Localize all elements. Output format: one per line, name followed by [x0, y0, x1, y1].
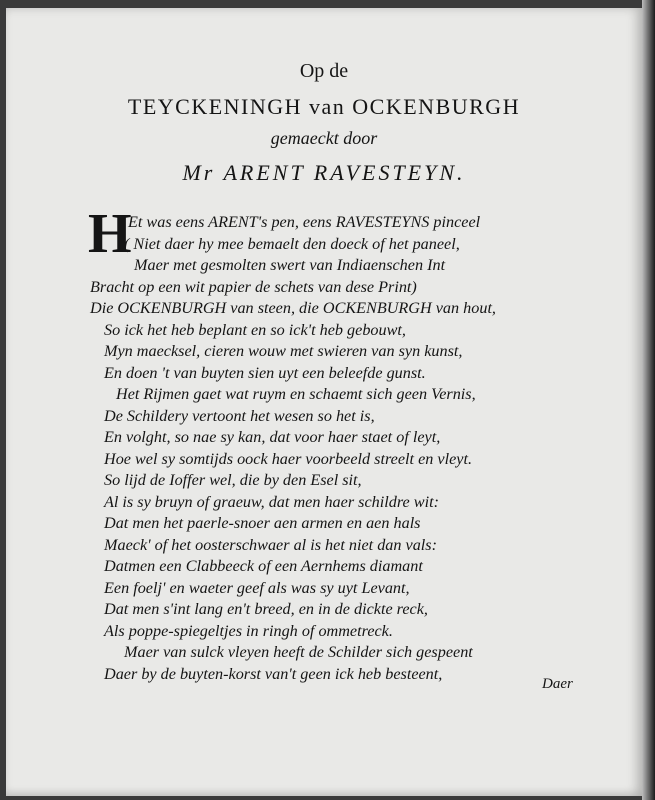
heading-line-1: Op de: [299, 60, 349, 82]
poem-line: Maer met gesmolten swert van Indiaenschen Int: [134, 256, 446, 274]
poem-body: [84, 203, 624, 685]
heading-author: Mr ARENT RAVESTEYN.: [182, 160, 466, 185]
page-edge-shadow: [642, 0, 655, 800]
poem-line: En doen 't van buyten sien uyt een beleefde gunst.: [104, 363, 426, 382]
poem-line: So ick het heb beplant en so ick't heb gebouwt,: [104, 320, 406, 339]
book-page: [6, 8, 642, 796]
drop-cap: H: [88, 203, 132, 265]
poem-line: Al is sy bruyn of graeuw, dat men haer schildre wit:: [104, 492, 439, 511]
heading-title: TEYCKENINGH van OCKENBURGH: [127, 94, 521, 119]
poem-line: Daer by de buyten-korst van't geen ick heb besteent,: [104, 664, 443, 683]
poem-line: Dat men s'int lang en't breed, en in de dickte reck,: [104, 600, 428, 618]
poem-line: De Schildery vertoont het wesen so het is,: [104, 406, 375, 425]
poem-line: Die OCKENBURGH van steen, die OCKENBURGH van hout,: [90, 299, 496, 317]
poem-line: Datmen een Clabbeeck of een Aernhems diamant: [104, 557, 423, 575]
poem-line: Maer van sulck vleyen heeft de Schilder sich gespeent: [124, 643, 473, 661]
poem-line: Als poppe-spiegeltjes in ringh of ommetreck.: [104, 621, 393, 640]
poem-line: So lijd de Ioffer wel, die by den Esel sit,: [104, 471, 362, 489]
poem-line: Een foelj' en waeter geef als was sy uyt Levant,: [104, 578, 410, 597]
heading-line-3: gemaeckt door: [270, 128, 378, 148]
poem-line: Bracht op een wit papier de schets van dese Print): [90, 277, 417, 296]
poem-line: Myn maecksel, cieren wouw met swieren van syn kunst,: [104, 342, 463, 360]
poem-line: ( Niet daer hy mee bemaelt den doeck of het paneel,: [124, 234, 460, 253]
poem-line: Et was eens ARENT's pen, eens RAVESTEYNS pinceel: [128, 213, 481, 231]
poem-line: Het Rijmen gaet wat ruym en schaemt sich geen Vernis,: [116, 385, 476, 403]
poem-line: Maeck' of het oosterschwaer al is het niet dan vals:: [104, 535, 437, 554]
catchword: Daer: [542, 676, 573, 692]
poem-line: Hoe wel sy somtijds oock haer voorbeeld streelt en vleyt.: [104, 449, 473, 468]
poem-line: Dat men het paerle-snoer aen armen en aen hals: [104, 514, 421, 532]
poem-line: En volght, so nae sy kan, dat voor haer staet of leyt,: [104, 428, 441, 446]
